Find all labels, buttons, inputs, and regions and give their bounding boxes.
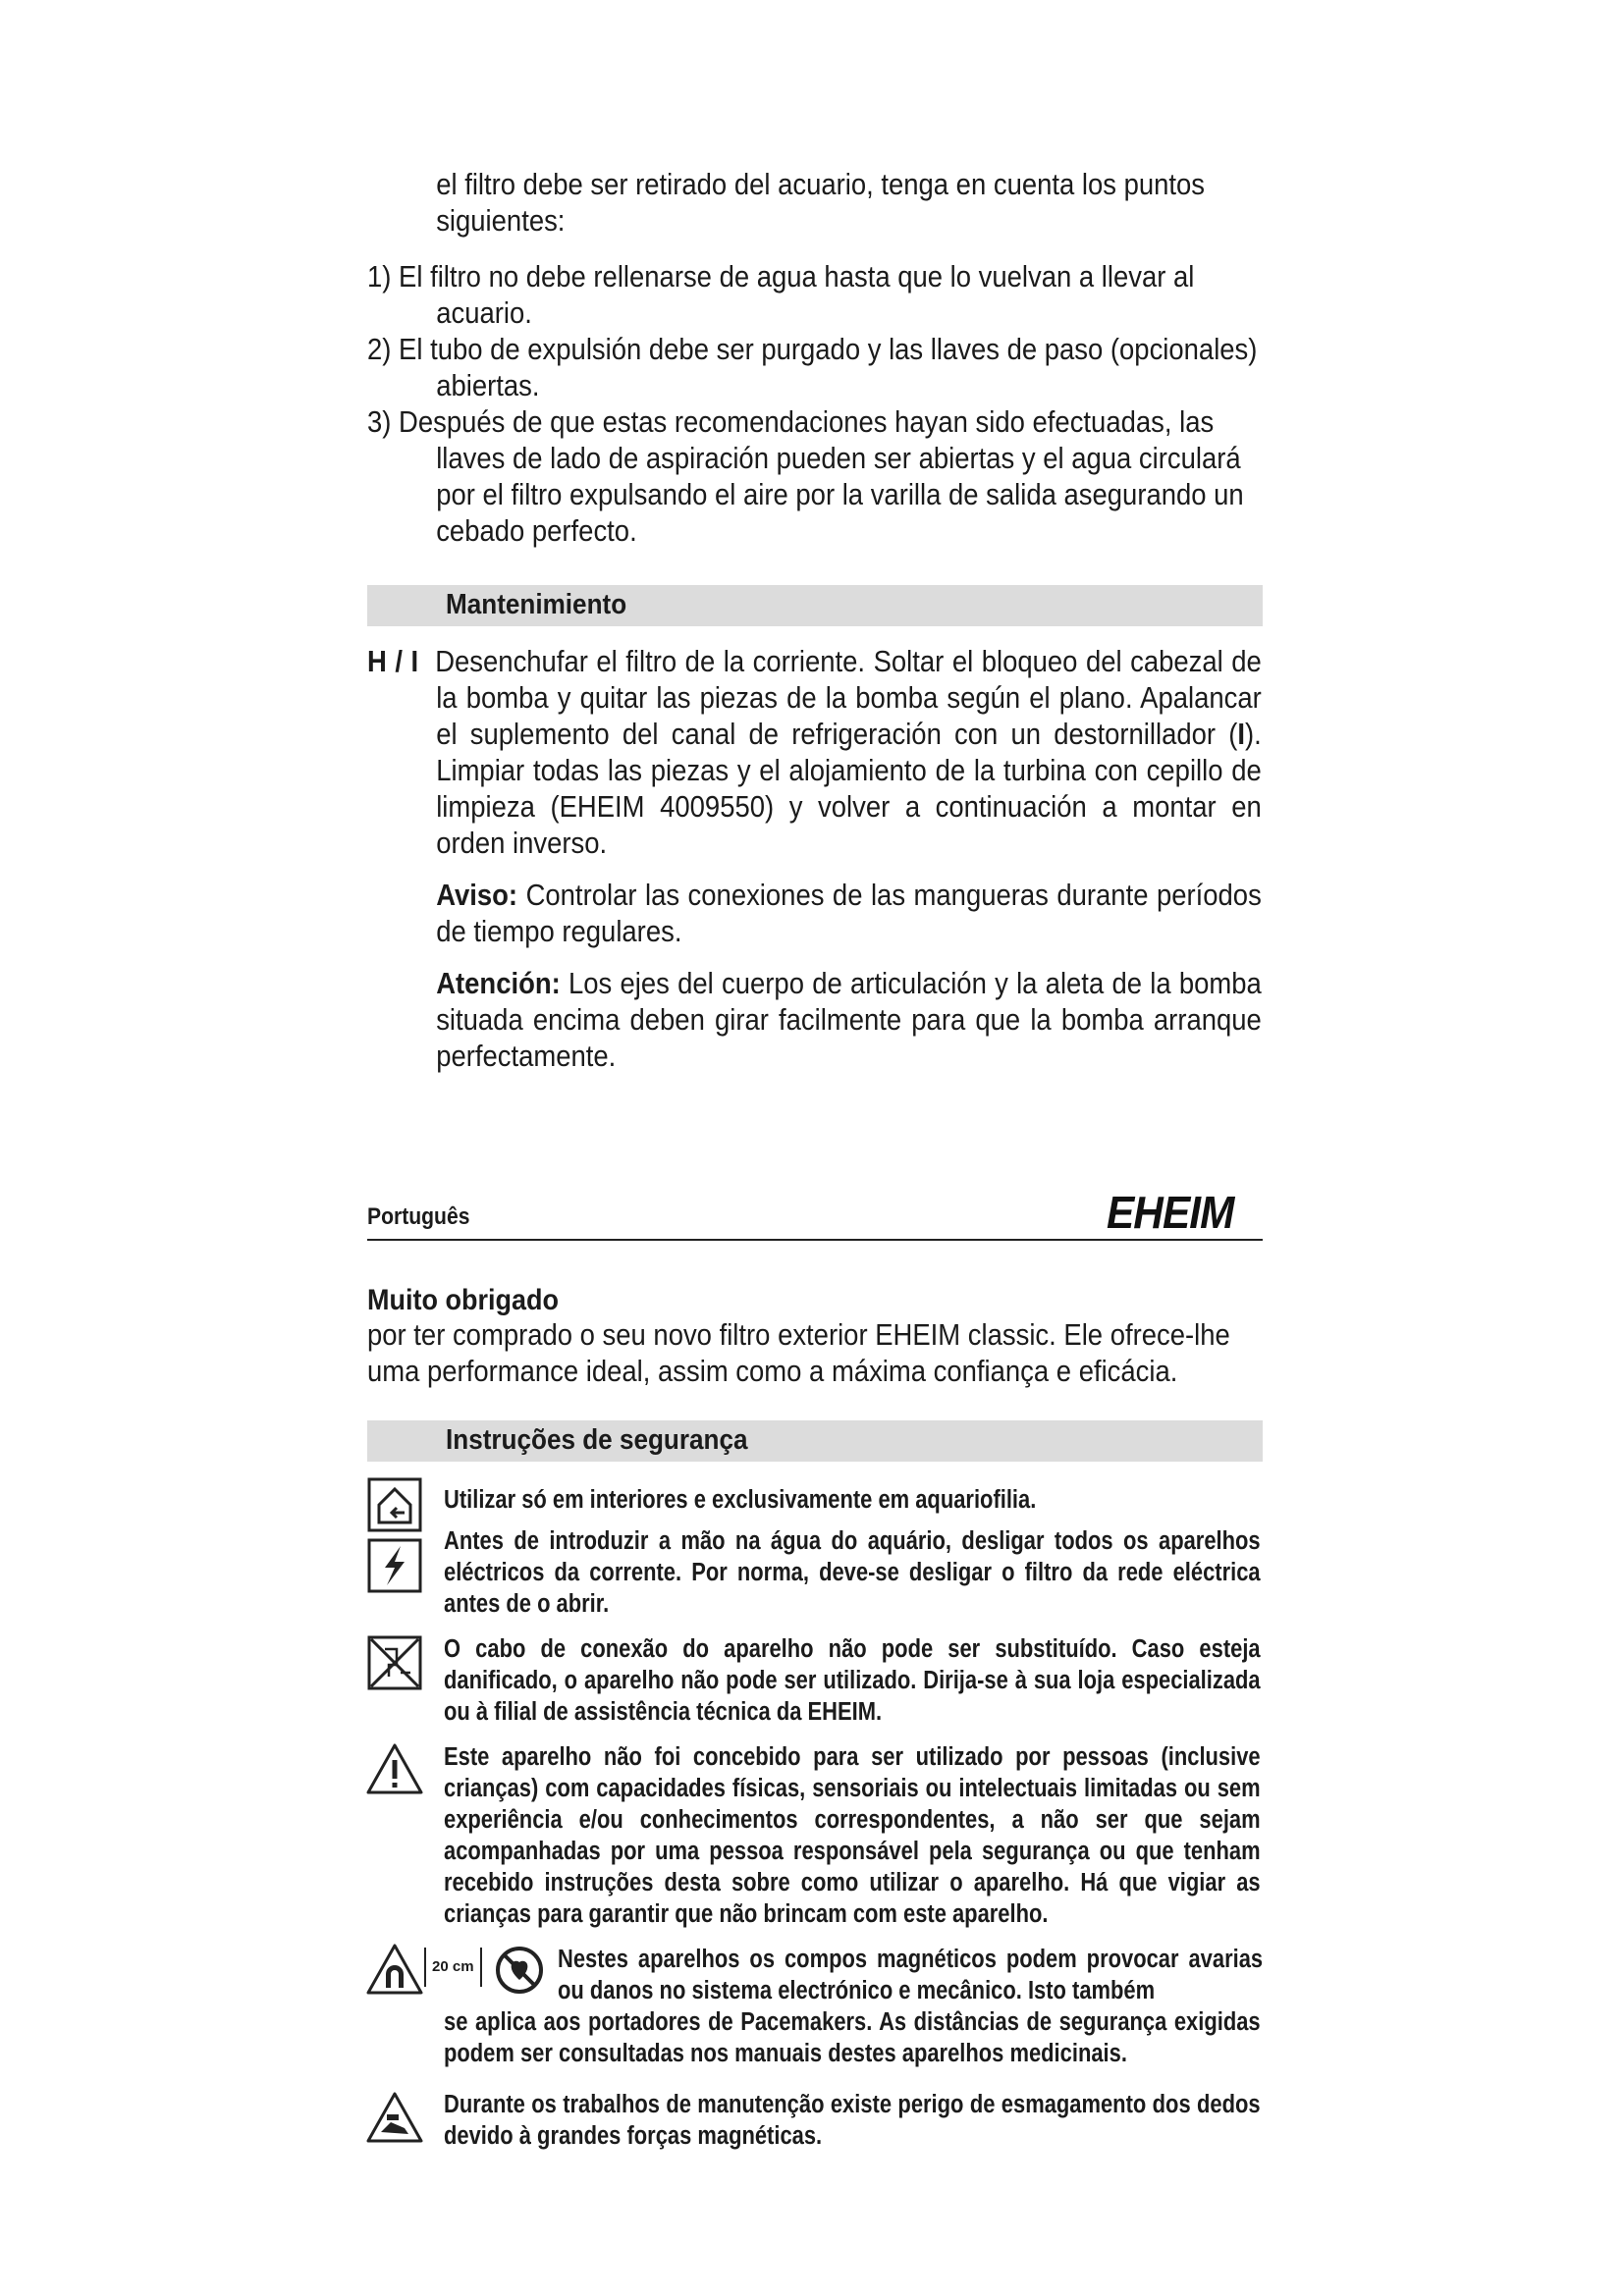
spanish-intro	[367, 167, 1263, 240]
cable-not-replaceable-icon	[367, 1635, 422, 1690]
crush-hazard-icon	[365, 2091, 424, 2144]
step-2	[367, 332, 1262, 404]
eheim-logo: EHEIM	[1107, 1187, 1234, 1238]
maintenance-heading-band	[367, 585, 1263, 626]
atencion-note: Atención: Los ejes del cuerpo de articulación y la aleta de la bomba situada encima deben girar facilmente para que la bomba arranque perfectamente.	[436, 967, 1262, 1073]
indoor-use-icon	[367, 1477, 422, 1532]
language-label: Português	[367, 1203, 470, 1230]
safety-distance-label: 20 cm	[424, 1948, 482, 1987]
maintenance-section	[367, 644, 1263, 1075]
spanish-steps	[367, 259, 1263, 550]
safety-cable: O cabo de conexão do aparelho não pode ser substituído. Caso esteja danificado, o aparelho não pode ser utilizado. Dirija-se à sua loja especializada ou à filial de assistência técnica da EHEIM.	[444, 1635, 1261, 1726]
unplug-power-icon	[367, 1538, 422, 1593]
warning-triangle-icon	[365, 1742, 424, 1795]
thanks-title: Muito obrigado	[367, 1284, 559, 1316]
intro-line-1: el filtro debe ser retirado del acuario, tenga en cuenta los puntos	[436, 168, 1206, 201]
safety-magnetic-first: Nestes aparelhos os compos magnéticos podem provocar avarias ou danos no sistema electrónico e mecânico. Isto também	[558, 1946, 1264, 2004]
step-3	[367, 404, 1262, 550]
aviso-note: Aviso: Controlar las conexiones de las mangueras durante períodos de tiempo regulares.	[436, 879, 1262, 948]
safety-heading-band	[367, 1420, 1263, 1462]
step-number: 2)	[367, 333, 392, 366]
step-text: El tubo de expulsión debe ser purgado y las llaves de paso (opcionales) abiertas.	[399, 333, 1258, 402]
maintenance-instructions: H / I Desenchufar el filtro de la corriente. Soltar el bloqueo del cabezal de la bomba y quitar las piezas de la bomba según el plano. Apalancar el suplemento del canal de refrigeración con un destornillador (I). Limpiar todas las piezas y el alojamiento de la turbina con cepillo de limpieza (EHEIM 4009550) y volver a continuación a montar en orden inverso.	[367, 645, 1262, 860]
maintenance-heading: Mantenimiento	[446, 589, 627, 620]
step-text: Después de que estas recomendaciones hayan sido efectuadas, las llaves de lado de aspiración pueden ser abiertas y el agua circulará por el filtro expulsando el aire por la varilla de salida asegurando un cebado perfecto.	[399, 405, 1244, 548]
step-text: El filtro no debe rellenarse de agua hasta que lo vuelvan a llevar al acuario.	[399, 260, 1195, 330]
safety-heading: Instruções de segurança	[446, 1424, 748, 1456]
aviso-label: Aviso:	[436, 879, 518, 912]
step-number: 1)	[367, 260, 392, 294]
safety-crush: Durante os trabalhos de manutenção existe perigo de esmagamento dos dedos devido à grandes forças magnéticas.	[444, 2091, 1261, 2150]
magnet-warning-icon	[365, 1943, 424, 1996]
thanks-line-2: uma performance ideal, assim como a máxima confiança e eficácia.	[367, 1355, 1178, 1388]
pacemaker-prohibited-icon	[495, 1946, 544, 1995]
figure-marker: H / I	[367, 645, 419, 678]
safety-persons: Este aparelho não foi concebido para ser utilizado por pessoas (inclusive crianças) com capacidades físicas, sensoriais ou intelectuais limitadas ou sem experiência e/ou conhecimentos correspondentes, a não ser que sejam acompanhadas por uma pessoa responsável pela segurança ou que tenham recebido instruções desta sobre como utilizar o aparelho. Há que vigiar as crianças para garantir que não brincam com este aparelho.	[444, 1743, 1261, 1928]
safety-indoor: Utilizar só em interiores e exclusivamente em aquariofilia.	[444, 1486, 1037, 1514]
thanks-line-1: por ter comprado o seu novo filtro exterior EHEIM classic. Ele ofrece-lhe	[367, 1318, 1230, 1352]
intro-line-2: siguientes:	[436, 204, 566, 238]
step-1	[367, 259, 1262, 332]
thanks-text	[367, 1317, 1263, 1390]
step-number: 3)	[367, 405, 392, 439]
header-rule	[367, 1239, 1263, 1241]
safety-magnetic-rest: se aplica aos portadores de Pacemakers. As distâncias de segurança exigidas podem ser consultadas nos manuais destes aparelhos medicinais.	[444, 2008, 1261, 2067]
safety-unplug: Antes de introduzir a mão na água do aquário, desligar todos os aparelhos eléctricos da corrente. Por norma, deve-se desligar o filtro da rede eléctrica antes de o abrir.	[444, 1527, 1261, 1618]
atencion-label: Atención:	[436, 967, 561, 1000]
